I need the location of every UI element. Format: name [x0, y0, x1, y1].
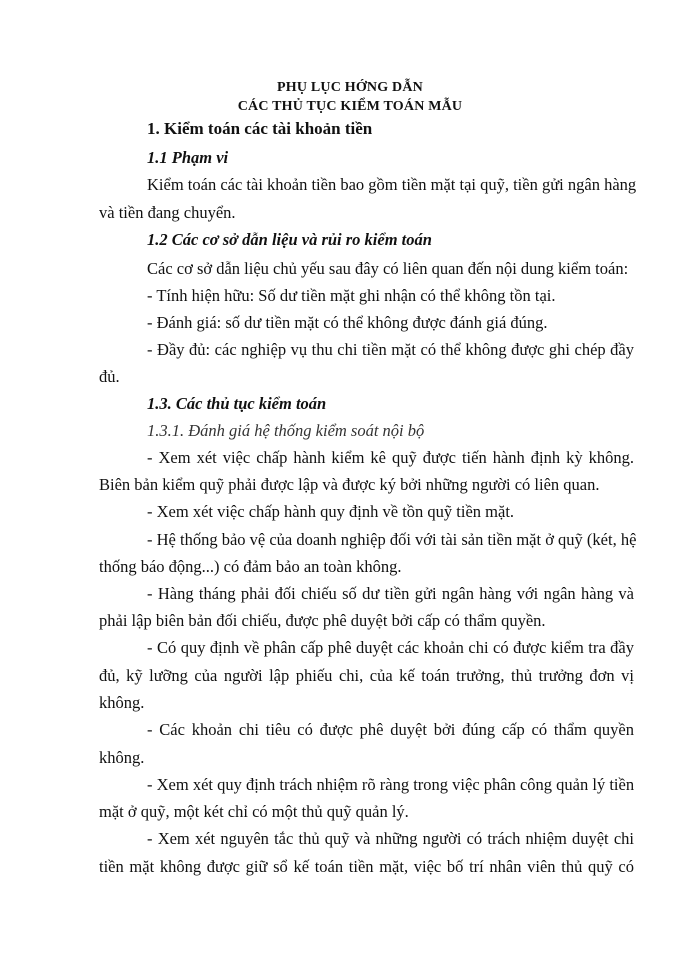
paragraph-assertions-intro: Các cơ sở dẫn liệu chủ yếu sau đây có liên quan đến nội dung kiểm toán:	[147, 259, 629, 278]
bullet-completeness-line-2: đủ.	[99, 367, 120, 386]
section-1-heading: 1. Kiểm toán các tài khoản tiền	[147, 119, 373, 138]
item-7-line-2: mặt ở quỹ, một két chỉ có một thủ quỹ quản lý.	[99, 802, 409, 821]
item-2: - Xem xét việc chấp hành quy định về tồn quỹ tiền mặt.	[147, 502, 515, 521]
item-3-line-1: - Hệ thống bảo vệ của doanh nghiệp đối với tài sản tiền mặt ở quỹ (két, hệ	[147, 530, 637, 549]
paragraph-scope-line-2: và tiền đang chuyển.	[99, 203, 236, 222]
item-4-line-2: phải lập biên bản đối chiếu, được phê duyệt bởi cấp có thẩm quyền.	[99, 611, 546, 630]
appendix-subtitle: CÁC THỦ TỤC KIỂM TOÁN MẪU	[237, 99, 463, 114]
item-5-line-1: - Có quy định về phân cấp phê duyệt các khoản chi có được kiểm tra đầy	[147, 638, 634, 657]
item-8-line-2: tiền mặt không được giữ sổ kế toán tiền mặt, việc bố trí nhân viên thủ quỹ có	[99, 857, 634, 876]
section-1-2-heading: 1.2 Các cơ sở dẫn liệu và rủi ro kiểm toán	[147, 230, 432, 249]
item-6-line-2: không.	[99, 748, 145, 767]
item-3-line-2: thống báo động...) có đảm bảo an toàn không.	[99, 557, 402, 576]
bullet-existence: - Tính hiện hữu: Số dư tiền mặt ghi nhận có thể không tồn tại.	[147, 286, 556, 305]
section-1-3-heading: 1.3. Các thủ tục kiểm toán	[147, 394, 327, 413]
item-7-line-1: - Xem xét quy định trách nhiệm rõ ràng trong việc phân công quản lý tiền	[147, 775, 635, 794]
item-4-line-1: - Hàng tháng phải đối chiếu số dư tiền gửi ngân hàng với ngân hàng và	[147, 584, 634, 603]
section-1-1-heading: 1.1 Phạm vi	[147, 148, 229, 167]
item-8-line-1: - Xem xét nguyên tắc thủ quỹ và những người có trách nhiệm duyệt chi	[147, 829, 634, 848]
appendix-title: PHỤ LỤC HỚNG DẪN	[277, 80, 423, 95]
bullet-valuation: - Đánh giá: số dư tiền mặt có thể không được đánh giá đúng.	[147, 313, 548, 332]
item-1-line-1: - Xem xét việc chấp hành kiểm kê quỹ được tiến hành định kỳ không.	[147, 448, 634, 467]
item-1-line-2: Biên bản kiểm quỹ phải được lập và được ký bởi những người có liên quan.	[99, 475, 600, 494]
item-5-line-3: không.	[99, 693, 145, 712]
section-1-3-1-heading: 1.3.1. Đánh giá hệ thống kiểm soát nội bộ	[147, 421, 425, 440]
paragraph-scope-line-1: Kiểm toán các tài khoản tiền bao gồm tiền mặt tại quỹ, tiền gửi ngân hàng	[147, 175, 637, 194]
bullet-completeness-line-1: - Đầy đủ: các nghiệp vụ thu chi tiền mặt có thể không được ghi chép đầy	[147, 340, 634, 359]
item-6-line-1: - Các khoản chi tiêu có được phê duyệt bởi đúng cấp có thẩm quyền	[147, 720, 634, 739]
item-5-line-2: đủ, kỹ lưỡng của người lập phiếu chi, của kế toán trưởng, thủ trưởng đơn vị	[99, 666, 634, 685]
